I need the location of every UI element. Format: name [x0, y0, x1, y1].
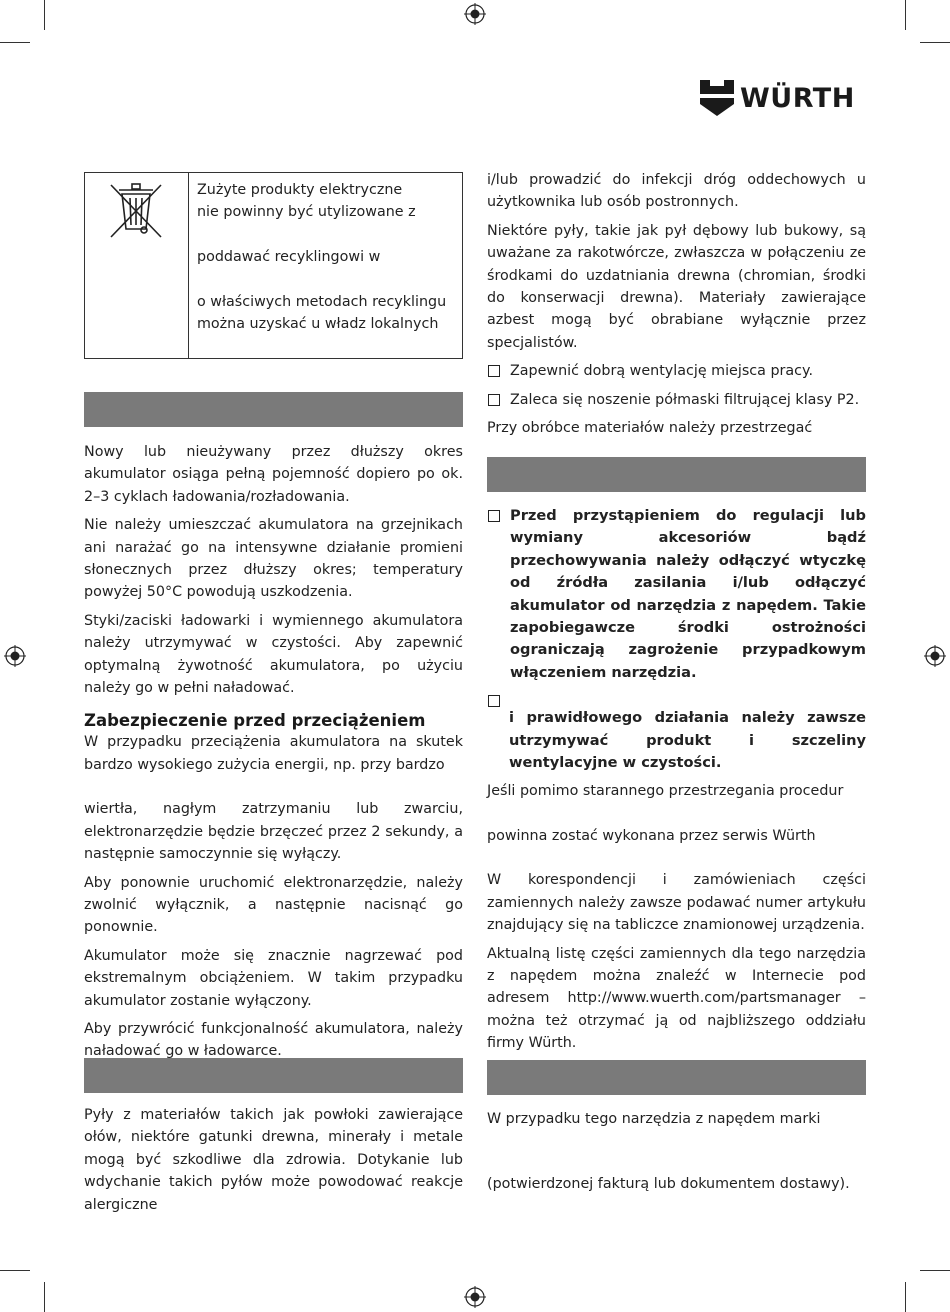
overload-paragraph: W przypadku przeciążenia akumulatora na skutek bardzo wysokiego zużycia energii, np. przy bardzo	[84, 734, 463, 773]
crossed-bin-icon	[85, 173, 188, 253]
registration-mark-icon	[924, 645, 946, 667]
maintenance-paragraph: W korespondencji i zamówieniach części zamiennych należy zawsze podawać numer artykułu znajdujący się na tabliczce znamionowej urządzenia.	[487, 872, 866, 934]
crop-mark	[0, 42, 30, 43]
wurth-emblem-icon	[700, 80, 734, 116]
warning-text: i prawidłowego działania należy zawsze utrzymywać produkt i szczeliny wentylacyjne w czystości.	[509, 709, 866, 772]
maintenance-paragraph: Jeśli pomimo starannego przestrzegania procedur	[487, 783, 844, 800]
warranty-section	[487, 1108, 866, 1202]
battery-paragraph: Styki/zaciski ładowarki i wymiennego akumulatora należy utrzymywać w czystości. Aby zapewnić optymalną żywotność akumulatora, po użyciu należy go w pełni naładować.	[84, 612, 463, 697]
battery-paragraph: Nowy lub nieużywany przez dłuższy okres akumulator osiąga pełną pojemność dopiero po ok. 2–3 cyklach ładowania/rozładowania.	[84, 444, 463, 505]
section-header-bar	[487, 457, 866, 492]
weee-line: można uzyskać u władz lokalnych	[197, 316, 439, 333]
weee-line	[197, 269, 454, 291]
dust-section-left	[84, 1104, 463, 1222]
registration-mark-icon	[464, 3, 486, 25]
battery-paragraph: Nie należy umieszczać akumulatora na grzejnikach ani narażać go na intensywne działanie promieni słonecznych przez dłuższy okres; temperatury powyżej 50°C powodują uszkodzenia.	[84, 517, 463, 601]
list-item	[487, 389, 866, 411]
overload-paragraph: Akumulator może się znacznie nagrzewać pod ekstremalnym obciążeniem. W takim przypadku akumulator zostanie wyłączony.	[84, 947, 463, 1009]
dust-paragraph: Pyły z materiałów takich jak powłoki zawierające ołów, niektóre gatunki drewna, minerały i metale mogą być szkodliwe dla zdrowia. Dotykanie lub wdychanie takich pyłów może powodować reakcje alergiczne	[84, 1107, 463, 1213]
section-header-bar	[487, 1060, 866, 1095]
overload-paragraph: Aby przywrócić funkcjonalność akumulatora, należy naładować go w ładowarce.	[84, 1020, 463, 1060]
crop-mark	[44, 0, 45, 30]
weee-line: o właściwych metodach recyklingu	[197, 294, 447, 310]
registration-mark-icon	[464, 1286, 486, 1308]
text-gap	[487, 803, 866, 825]
registration-mark-icon	[4, 645, 26, 667]
overload-paragraph: Aby ponownie uruchomić elektronarzędzie, należy zwolnić wyłącznik, a następnie nacisnąć go ponownie.	[84, 874, 463, 936]
crop-mark	[44, 1282, 45, 1312]
crop-mark	[920, 1270, 950, 1271]
overload-paragraph: wiertła, nagłym zatrzymaniu lub zwarciu, elektronarzędzie będzie brzęczeć przez 2 sekundy, a następnie samoczynnie się wyłączy.	[84, 801, 463, 863]
checkbox-bullet-icon	[488, 394, 500, 406]
list-item	[487, 707, 866, 774]
crop-mark	[920, 42, 950, 43]
checkbox-bullet-icon	[488, 510, 500, 522]
list-item-text: Zaleca się noszenie półmaski filtrującej klasy P2.	[510, 391, 860, 408]
maintenance-paragraph: Aktualną listę części zamiennych dla tego narzędzia z napędem można znaleźć w Internecie pod adresem http://www.wuerth.com/partsmanager – można też otrzymać ją od najbliższego oddziału firmy Würth.	[487, 945, 866, 1052]
checkbox-bullet-icon	[488, 695, 500, 707]
warranty-paragraph: (potwierdzonej fakturą lub dokumentem dostawy).	[487, 1176, 850, 1193]
dust-section-right	[487, 169, 866, 445]
wurth-logo	[700, 80, 855, 116]
dust-paragraph: Przy obróbce materiałów należy przestrzegać	[487, 420, 813, 437]
section-header-bar	[84, 392, 463, 427]
list-item-text: Zapewnić dobrą wentylację miejsca pracy.	[510, 363, 813, 380]
logo-wordmark: WÜRTH	[740, 82, 855, 114]
text-gap	[487, 847, 866, 869]
maintenance-section	[487, 505, 866, 1061]
crop-mark	[905, 1282, 906, 1312]
weee-disposal-table	[84, 172, 463, 359]
weee-text-cell	[189, 173, 463, 359]
warning-text: Przed przystąpieniem do regulacji lub wymiany akcesoriów bądź przechowywania należy odłączyć wtyczkę od źródła zasilania i/lub odłączyć akumulator od narzędzia z napędem. Takie zapobiegawcze środki ostrożności ograniczają zagrożenie przypadkowym włączeniem narzędzia.	[510, 507, 866, 681]
list-item	[487, 690, 866, 707]
crop-mark	[905, 0, 906, 30]
list-item	[487, 360, 866, 382]
maintenance-paragraph: powinna zostać wykonana przez serwis Würth	[487, 827, 816, 844]
weee-line	[197, 224, 454, 246]
crop-mark	[0, 1270, 30, 1271]
weee-line: poddawać recyklingowi w	[197, 249, 381, 266]
dust-paragraph: i/lub prowadzić do infekcji dróg oddechowych u użytkownika lub osób postronnych.	[487, 172, 866, 211]
warranty-paragraph: W przypadku tego narzędzia z napędem marki	[487, 1111, 821, 1127]
text-gap	[487, 1130, 866, 1173]
list-item	[487, 505, 866, 684]
weee-symbol-cell	[85, 173, 189, 359]
overload-heading: Zabezpieczenie przed przeciążeniem	[84, 711, 426, 731]
weee-line: Zużyte produkty elektryczne	[197, 182, 403, 198]
battery-section	[84, 441, 463, 1069]
checkbox-bullet-icon	[488, 365, 500, 377]
weee-line: nie powinny być utylizowane z	[197, 204, 416, 221]
dust-paragraph: Niektóre pyły, takie jak pył dębowy lub bukowy, są uważane za rakotwórcze, zwłaszcza w połączeniu ze środkami do uzdatniania drewna (chromian, środki do konserwacji drewna). Materiały zawierające azbest mogą być obrabiane wyłącznie przez specjalistów.	[487, 222, 866, 351]
text-gap	[84, 776, 463, 798]
